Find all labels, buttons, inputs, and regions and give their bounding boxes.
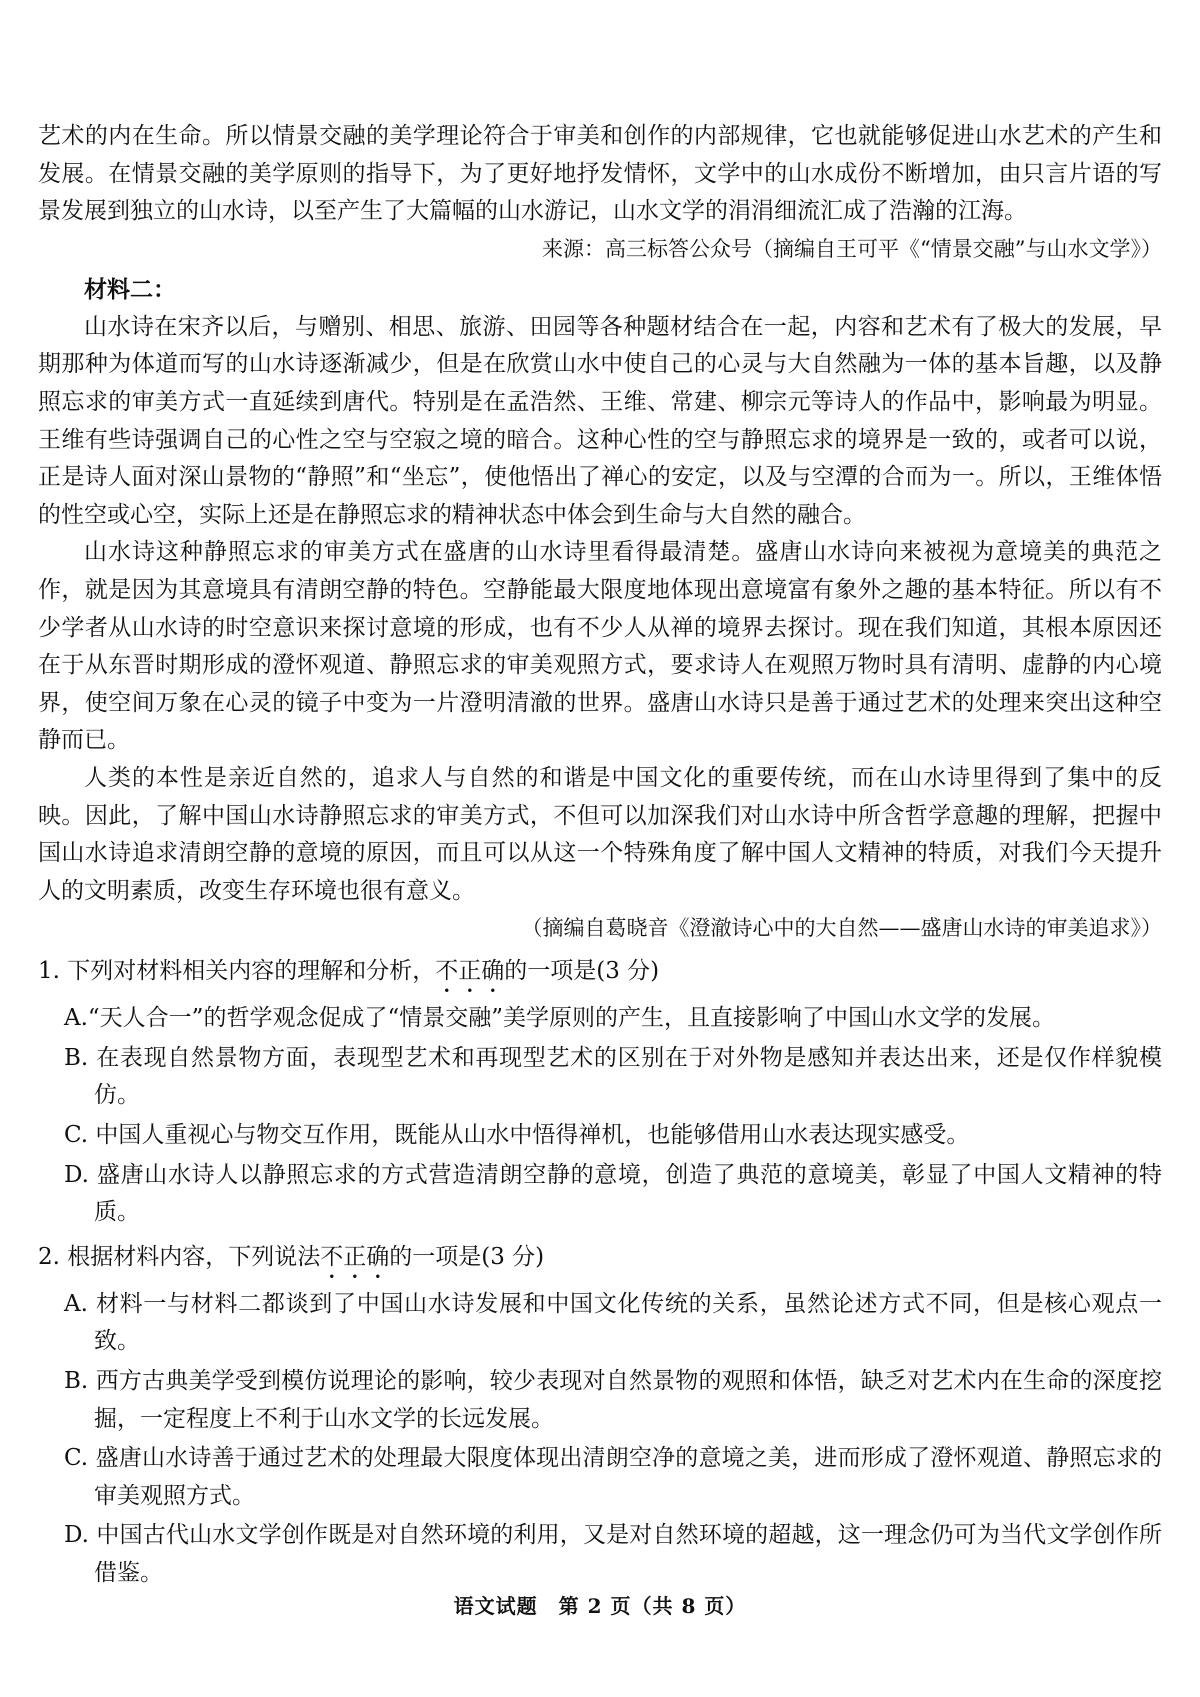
material2-heading: 材料二：	[84, 275, 176, 303]
material2-paragraph-2: 山水诗这种静照忘求的审美方式在盛唐的山水诗里看得最清楚。盛唐山水诗向来被视为意境美的典范之作，就是因为其意境具有清朗空静的特色。空静能最大限度地体现出意境富有象外之趣的基本特征。所以有不少学者从山水诗的时空意识来探讨意境的形成，也有不少人从禅的境界去探讨。现在我们知道，其根本原因还在于从东晋时期形成的澄怀观道、静照忘求的审美观照方式，要求诗人在观照万物时具有清明、虚静的内心境界，使空间万象在心灵的镜子中变为一片澄明清澈的世界。盛唐山水诗只是善于通过艺术的处理来突出这种空静而已。	[38, 539, 1162, 754]
question-1-option-c[interactable]: C. 中国人重视心与物交互作用，既能从山水中悟得禅机，也能够借用山水表达现实感受。	[64, 1122, 970, 1149]
material1-source: 来源：高三标答公众号（摘编自王可平《“情景交融”与山水文学》）	[542, 236, 1162, 261]
material2-source: （摘编自葛晓音《澄澈诗心中的大自然——盛唐山水诗的审美追求》）	[521, 916, 1162, 941]
material2-paragraph-3: 人类的本性是亲近自然的，追求人与自然的和谐是中国文化的重要传统，而在山水诗里得到了集中的反映。因此，了解中国山水诗静照忘求的审美方式，不但可以加深我们对山水诗中所含哲学意趣的理解，把握中国山水诗追求清朗空静的意境的原因，而且可以从这一个特殊角度了解中国人文精神的特质，对我们今天提升人的文明素质，改变生存环境也很有意义。	[38, 764, 1162, 904]
question-2-stem	[38, 1238, 1162, 1284]
question-1-stem-end: 的一项是(3 分)	[504, 958, 660, 985]
question-1	[38, 952, 1162, 1232]
question-2-option-c[interactable]: C. 盛唐山水诗善于通过艺术的处理最大限度体现出清朗空净的意境之美，进而形成了澄怀观道、静照忘求的审美观照方式。	[64, 1445, 1162, 1509]
question-2-stem-end: 的一项是(3 分)	[389, 1243, 545, 1270]
question-1-stem	[38, 952, 1162, 998]
page-footer: 语文试题 第 2 页（共 8 页）	[453, 1594, 747, 1618]
question-2-option-a[interactable]: A. 材料一与材料二都谈到了中国山水诗发展和中国文化传统的关系，虽然论述方式不同，但是核心观点一致。	[64, 1290, 1162, 1355]
question-1-option-b[interactable]: B. 在表现自然景物方面，表现型艺术和再现型艺术的区别在于对外物是感知并表达出来，还是仅作样貌模仿。	[64, 1044, 1162, 1109]
question-2-option-b[interactable]: B. 西方古典美学受到模仿说理论的影响，较少表现对自然景物的观照和体悟，缺乏对艺术内在生命的深度挖掘，一定程度上不利于山水文学的长远发展。	[64, 1368, 1162, 1432]
question-2-emphasis: 不正确	[320, 1243, 390, 1270]
question-2-stem-start: 2. 根据材料内容，下列说法	[38, 1243, 321, 1270]
question-1-stem-start: 1. 下列对材料相关内容的理解和分析，	[38, 958, 436, 985]
question-1-option-d[interactable]: D. 盛唐山水诗人以静照忘求的方式营造清朗空静的意境，创造了典范的意境美，彰显了中国人文精神的特质。	[64, 1161, 1162, 1226]
material1-tail-paragraph: 艺术的内在生命。所以情景交融的美学理论符合于审美和创作的内部规律，它也就能够促进山水艺术的产生和发展。在情景交融的美学原则的指导下，为了更好地抒发情怀，文学中的山水成份不断增加，由只言片语的写景发展到独立的山水诗，以至产生了大篇幅的山水游记，山水文学的涓涓细流汇成了浩瀚的江海。	[38, 123, 1162, 225]
question-1-emphasis: 不正确	[435, 958, 505, 985]
question-2	[38, 1238, 1162, 1593]
material2-paragraph-1: 山水诗在宋齐以后，与赠别、相思、旅游、田园等各种题材结合在一起，内容和艺术有了极大的发展，早期那种为体道而写的山水诗逐渐减少，但是在欣赏山水中使自己的心灵与大自然融为一体的基本旨趣，以及静照忘求的审美方式一直延续到唐代。特别是在孟浩然、王维、常建、柳宗元等诗人的作品中，影响最为明显。王维有些诗强调自己的心性之空与空寂之境的暗合。这种心性的空与静照忘求的境界是一致的，或者可以说，正是诗人面对深山景物的“静照”和“坐忘”，使他悟出了禅心的安定，以及与空潭的合而为一。所以，王维体悟的性空或心空，实际上还是在静照忘求的精神状态中体会到生命与大自然的融合。	[38, 313, 1162, 528]
question-2-option-d[interactable]: D. 中国古代山水文学创作既是对自然环境的利用，又是对自然环境的超越，这一理念仍可为当代文学创作所借鉴。	[64, 1522, 1162, 1586]
question-1-option-a[interactable]: A.“天人合一”的哲学观念促成了“情景交融”美学原则的产生，且直接影响了中国山水文学的发展。	[64, 1005, 1055, 1032]
